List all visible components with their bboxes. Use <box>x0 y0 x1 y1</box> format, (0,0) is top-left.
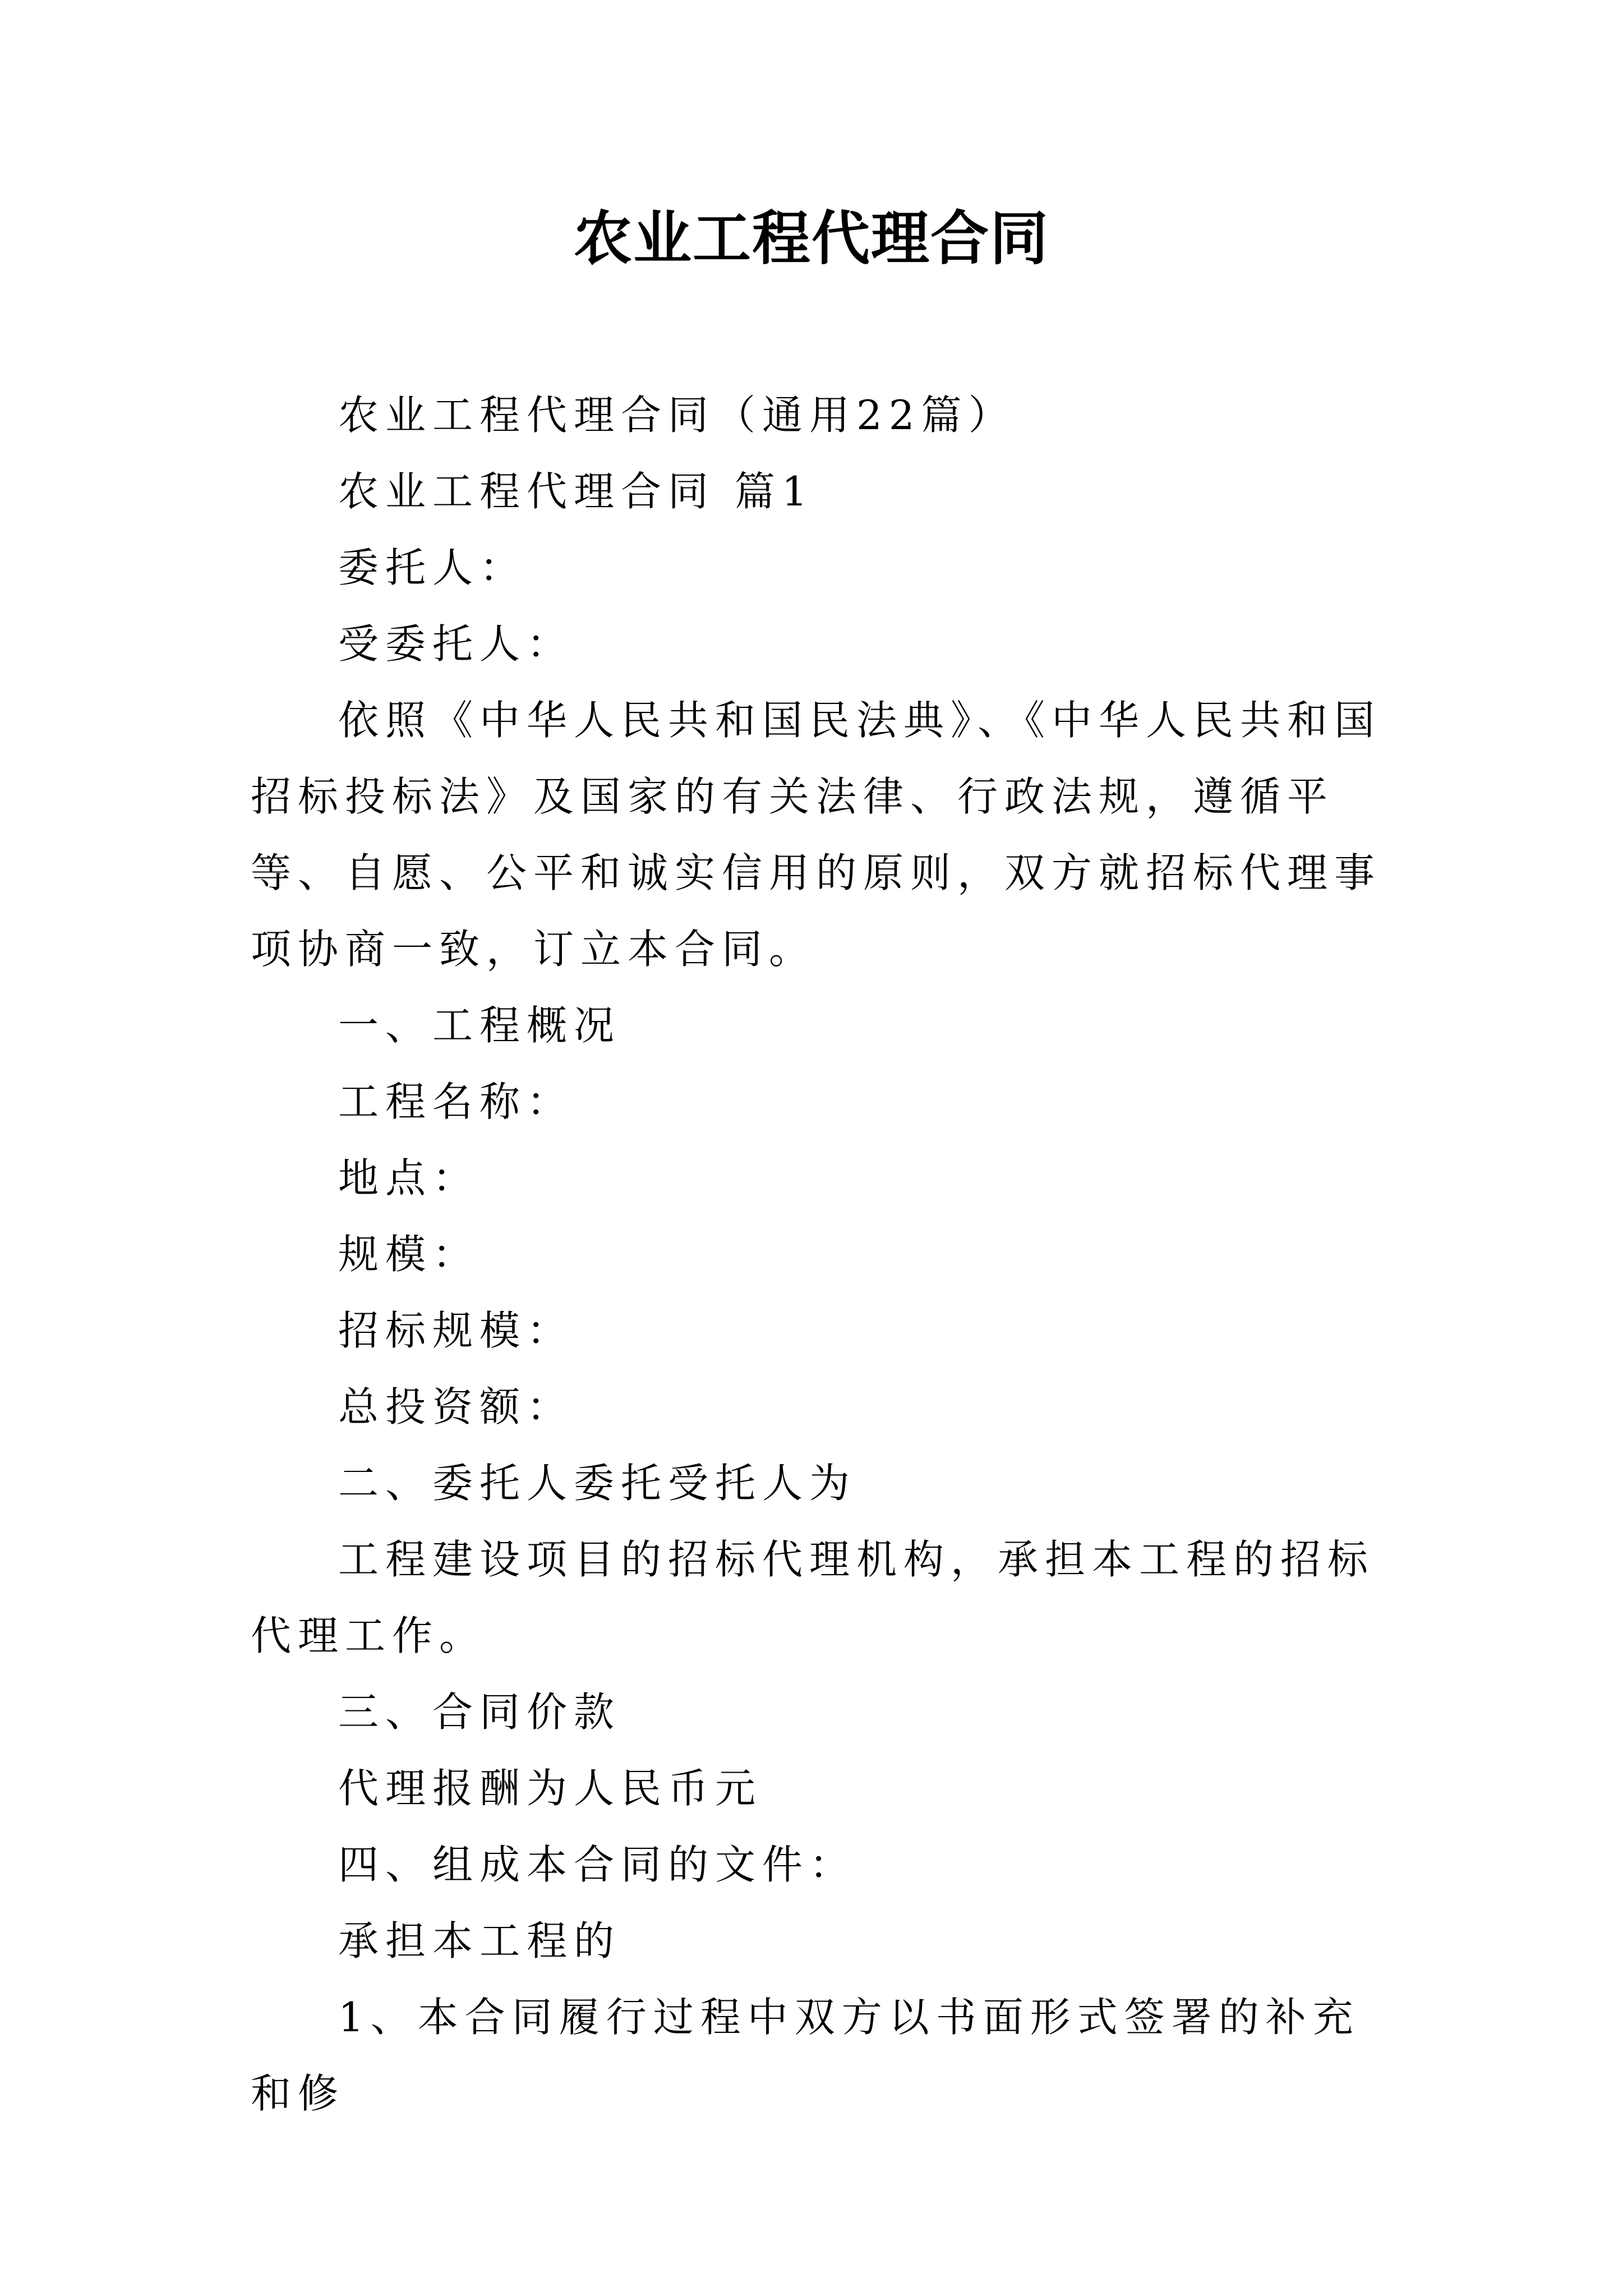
field-total-investment: 总投资额： <box>338 1383 574 1430</box>
paragraph-agent: 受委托人： <box>338 620 574 668</box>
field-location: 地点： <box>338 1154 480 1202</box>
paragraph-preamble: 依照《中华人民共和国民法典》、《中华人民共和国招标投标法》及国家的有关法律、行政法规，遵循平等、自愿、公平和诚实信用的原则，双方就招标代理事项协商一致，订立本合同。 <box>251 697 1382 973</box>
paragraph-chapter-heading: 农业工程代理合同 篇1 <box>338 468 814 515</box>
field-project-name: 工程名称： <box>338 1078 574 1125</box>
paragraph-clause-1: 1、本合同履行过程中双方以书面形式签署的补充和修 <box>251 1994 1360 2117</box>
document-title: 农业工程代理合同 <box>573 204 1049 273</box>
paragraph-entrustment-body: 工程建设项目的招标代理机构，承担本工程的招标代理工作。 <box>251 1536 1375 1659</box>
paragraph-undertake: 承担本工程的 <box>338 1917 621 1964</box>
section-heading-price: 三、合同价款 <box>338 1688 621 1736</box>
paragraph-collection-title: 农业工程代理合同（通用22篇） <box>338 392 1016 439</box>
field-scale: 规模： <box>338 1231 480 1278</box>
section-heading-documents: 四、组成本合同的文件： <box>338 1841 857 1888</box>
paragraph-principal: 委托人： <box>338 544 527 591</box>
section-heading-overview: 一、工程概况 <box>338 1002 621 1049</box>
field-agency-fee: 代理报酬为人民币元 <box>338 1765 763 1812</box>
field-bidding-scale: 招标规模： <box>338 1307 574 1354</box>
document-body <box>251 377 1384 2132</box>
section-heading-entrustment: 二、委托人委托受托人为 <box>338 1460 857 1507</box>
